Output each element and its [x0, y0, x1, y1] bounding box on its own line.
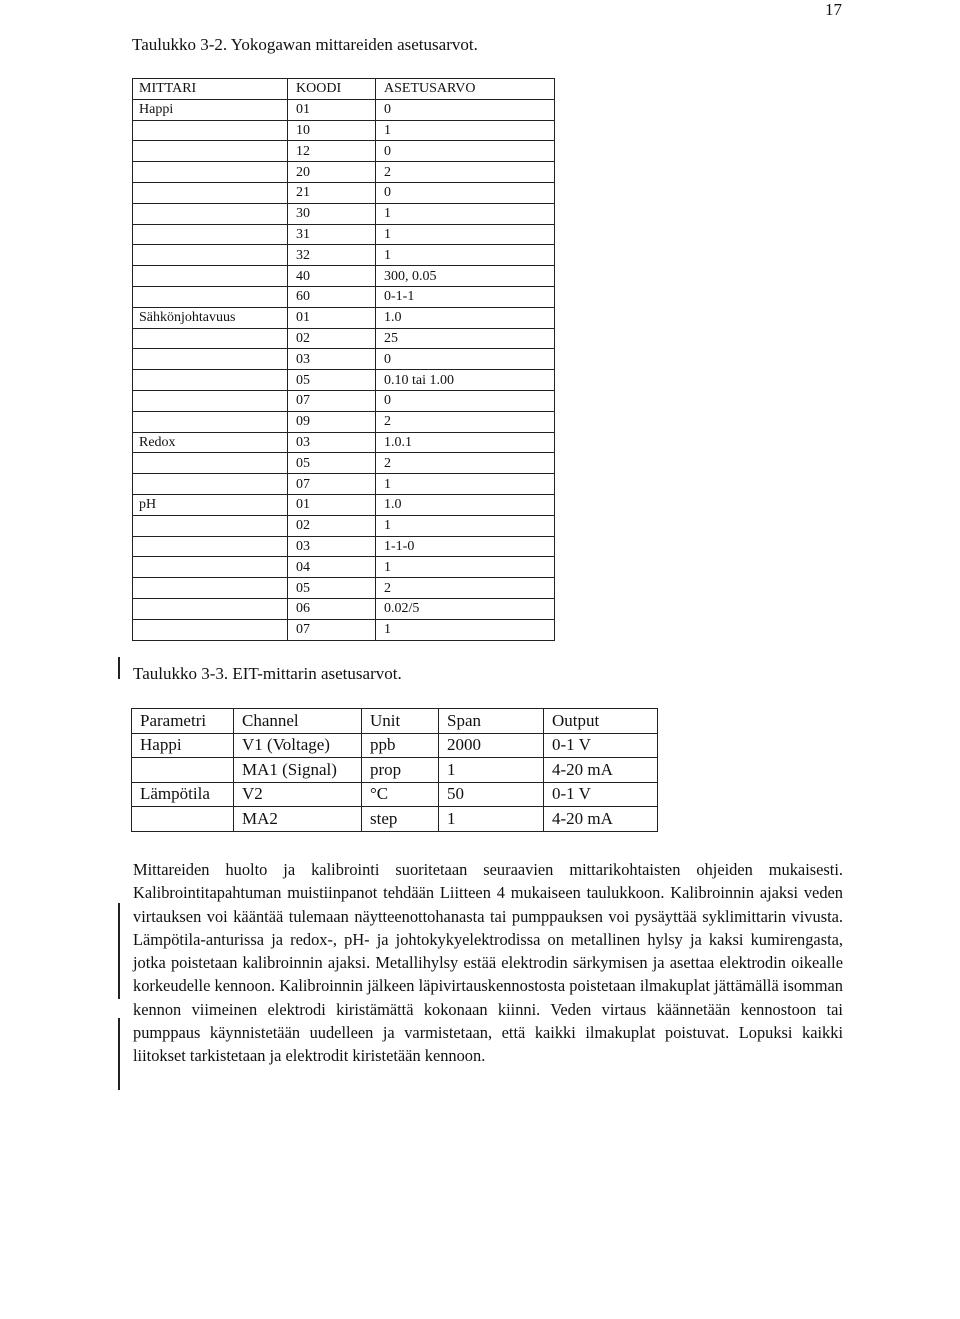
table-header-cell: Unit — [362, 709, 439, 734]
table-cell: 1 — [439, 758, 544, 783]
table-row — [133, 474, 555, 495]
table-cell — [133, 453, 288, 474]
table-row — [133, 328, 555, 349]
table-cell: 32 — [288, 245, 376, 266]
table-cell: 20 — [288, 162, 376, 183]
table-row — [133, 120, 555, 141]
table-row — [133, 578, 555, 599]
table-cell — [133, 370, 288, 391]
table-cell: °C — [362, 782, 439, 807]
table-cell: 10 — [288, 120, 376, 141]
table-cell: 2 — [376, 453, 555, 474]
table-row — [133, 203, 555, 224]
table-header-cell: KOODI — [288, 79, 376, 100]
table-cell: 01 — [288, 99, 376, 120]
table-cell: Redox — [133, 432, 288, 453]
table-cell: 07 — [288, 619, 376, 640]
eit-settings-table — [131, 708, 658, 832]
table-row — [133, 245, 555, 266]
table-row — [133, 349, 555, 370]
table-cell — [133, 162, 288, 183]
table-row — [133, 307, 555, 328]
table-cell: 40 — [288, 266, 376, 287]
table-cell — [133, 598, 288, 619]
table-cell: Lämpötila — [132, 782, 234, 807]
table-cell: 30 — [288, 203, 376, 224]
table-header-cell: Output — [544, 709, 658, 734]
table-cell: 300, 0.05 — [376, 266, 555, 287]
table-cell: 1 — [376, 474, 555, 495]
table-cell — [133, 515, 288, 536]
table-cell: 1 — [376, 619, 555, 640]
table-row — [132, 733, 658, 758]
table-cell: 0.10 tai 1.00 — [376, 370, 555, 391]
table-cell: MA1 (Signal) — [234, 758, 362, 783]
table-cell: V2 — [234, 782, 362, 807]
table-row — [132, 782, 658, 807]
table-cell — [133, 266, 288, 287]
table-cell: 07 — [288, 390, 376, 411]
table-cell: 4-20 mA — [544, 807, 658, 832]
table-row — [133, 266, 555, 287]
table-row — [133, 182, 555, 203]
table-header-cell: ASETUSARVO — [376, 79, 555, 100]
table-row — [133, 515, 555, 536]
table-cell — [133, 390, 288, 411]
table-3-3-caption: Taulukko 3-3. EIT-mittarin asetusarvot. — [133, 664, 402, 683]
table-cell: 0 — [376, 349, 555, 370]
table-cell — [133, 411, 288, 432]
table-cell: 2 — [376, 411, 555, 432]
table-cell: pH — [133, 494, 288, 515]
table-cell: 0.02/5 — [376, 598, 555, 619]
table-cell: Happi — [132, 733, 234, 758]
table-cell: 1.0 — [376, 494, 555, 515]
revision-bar — [118, 657, 120, 679]
table-cell: 0 — [376, 390, 555, 411]
table-cell: 0-1-1 — [376, 286, 555, 307]
table-row — [133, 99, 555, 120]
table-cell — [133, 536, 288, 557]
table-row — [133, 162, 555, 183]
revision-bar — [118, 1018, 120, 1090]
table-cell — [133, 245, 288, 266]
table-cell: 03 — [288, 536, 376, 557]
table-row — [133, 390, 555, 411]
table-row — [132, 807, 658, 832]
yokogawa-settings-table — [132, 78, 555, 641]
table-cell: Sähkönjohtavuus — [133, 307, 288, 328]
table-cell — [132, 758, 234, 783]
table-cell — [133, 203, 288, 224]
table-row — [133, 141, 555, 162]
table-cell: 01 — [288, 307, 376, 328]
table-cell: 31 — [288, 224, 376, 245]
table-cell: 1 — [376, 203, 555, 224]
table-cell: 0-1 V — [544, 782, 658, 807]
table-cell: 05 — [288, 578, 376, 599]
table-header-cell: Parametri — [132, 709, 234, 734]
table-cell: 1.0.1 — [376, 432, 555, 453]
table-cell: 05 — [288, 453, 376, 474]
table-cell: 1.0 — [376, 307, 555, 328]
table-cell: 4-20 mA — [544, 758, 658, 783]
table-cell: 07 — [288, 474, 376, 495]
table-cell: 0 — [376, 182, 555, 203]
table-cell — [133, 286, 288, 307]
table-header-row — [132, 709, 658, 734]
table-row — [133, 286, 555, 307]
table-cell — [133, 328, 288, 349]
table-cell: 03 — [288, 349, 376, 370]
table-cell: step — [362, 807, 439, 832]
table-header-cell: Span — [439, 709, 544, 734]
table-row — [133, 453, 555, 474]
table-cell: 1 — [376, 515, 555, 536]
table-cell: 05 — [288, 370, 376, 391]
table-row — [133, 432, 555, 453]
table-cell: 0 — [376, 99, 555, 120]
table-header-row — [133, 79, 555, 100]
table-cell: 02 — [288, 515, 376, 536]
table-cell — [133, 619, 288, 640]
table-cell: 1 — [376, 224, 555, 245]
table-cell: 60 — [288, 286, 376, 307]
table-cell: 21 — [288, 182, 376, 203]
table-row — [133, 224, 555, 245]
table-cell — [133, 224, 288, 245]
table-cell — [133, 557, 288, 578]
table-cell: ppb — [362, 733, 439, 758]
table-cell: 1 — [376, 557, 555, 578]
table-cell: 1 — [376, 245, 555, 266]
table-cell — [133, 578, 288, 599]
table-3-2-caption: Taulukko 3-2. Yokogawan mittareiden asetusarvot. — [132, 35, 478, 54]
table-cell — [133, 349, 288, 370]
table-cell: 2000 — [439, 733, 544, 758]
revision-bar — [118, 903, 120, 999]
table-cell — [133, 141, 288, 162]
table-cell — [133, 182, 288, 203]
table-row — [133, 411, 555, 432]
table-cell: prop — [362, 758, 439, 783]
table-cell: 2 — [376, 162, 555, 183]
table-row — [133, 536, 555, 557]
table-row — [133, 494, 555, 515]
table-header-cell: Channel — [234, 709, 362, 734]
table-cell: Happi — [133, 99, 288, 120]
table-cell: 2 — [376, 578, 555, 599]
table-cell: 12 — [288, 141, 376, 162]
table-row — [133, 557, 555, 578]
table-row — [133, 619, 555, 640]
table-cell: 09 — [288, 411, 376, 432]
table-cell: 1 — [439, 807, 544, 832]
table-row — [132, 758, 658, 783]
table-cell: V1 (Voltage) — [234, 733, 362, 758]
table-cell: 06 — [288, 598, 376, 619]
table-cell: 0-1 V — [544, 733, 658, 758]
table-cell: MA2 — [234, 807, 362, 832]
table-cell — [133, 120, 288, 141]
table-cell: 03 — [288, 432, 376, 453]
table-cell: 02 — [288, 328, 376, 349]
table-cell: 01 — [288, 494, 376, 515]
table-cell — [133, 474, 288, 495]
table-cell: 1-1-0 — [376, 536, 555, 557]
table-cell: 25 — [376, 328, 555, 349]
table-header-cell: MITTARI — [133, 79, 288, 100]
table-row — [133, 598, 555, 619]
page-number: 17 — [825, 0, 842, 19]
table-cell: 1 — [376, 120, 555, 141]
table-cell: 04 — [288, 557, 376, 578]
table-row — [133, 370, 555, 391]
table-cell: 0 — [376, 141, 555, 162]
table-cell: 50 — [439, 782, 544, 807]
maintenance-paragraph: Mittareiden huolto ja kalibrointi suoritetaan seuraavien mittarikohtaisten ohjeiden mukaisesti. Kalibrointitapahtuman muistiinpanot tehdään Liitteen 4 mukaiseen taulukkoon. Kalibroinnin ajaksi veden virtauksen voi kääntää tulemaan näytteenottohanasta tai pumppauksen voi pysäyttää syklimittarin vivusta. Lämpötila-anturissa ja redox-, pH- ja johtokykyelektrodissa on metallinen hylsy ja kaksi kumirengasta, jotka poistetaan kalibroinnin ajaksi. Metallihylsy estää elektrodin särkymisen ja asettaa elektrodin oikealle korkeudelle kennoon. Kalibroinnin jälkeen läpivirtauskennostosta poistetaan ilmakuplat jättämällä isomman kennon viimeinen elektrodi kiristämättä kokonaan kiinni. Veden virtaus käännetään kennostoon tai pumppaus käynnistetään uudelleen ja varmistetaan, että kaikki ilmakuplat poistuvat. Lopuksi kaikki liitokset tarkistetaan ja elektrodit kiristetään kennoon. — [133, 860, 843, 1066]
table-cell — [132, 807, 234, 832]
